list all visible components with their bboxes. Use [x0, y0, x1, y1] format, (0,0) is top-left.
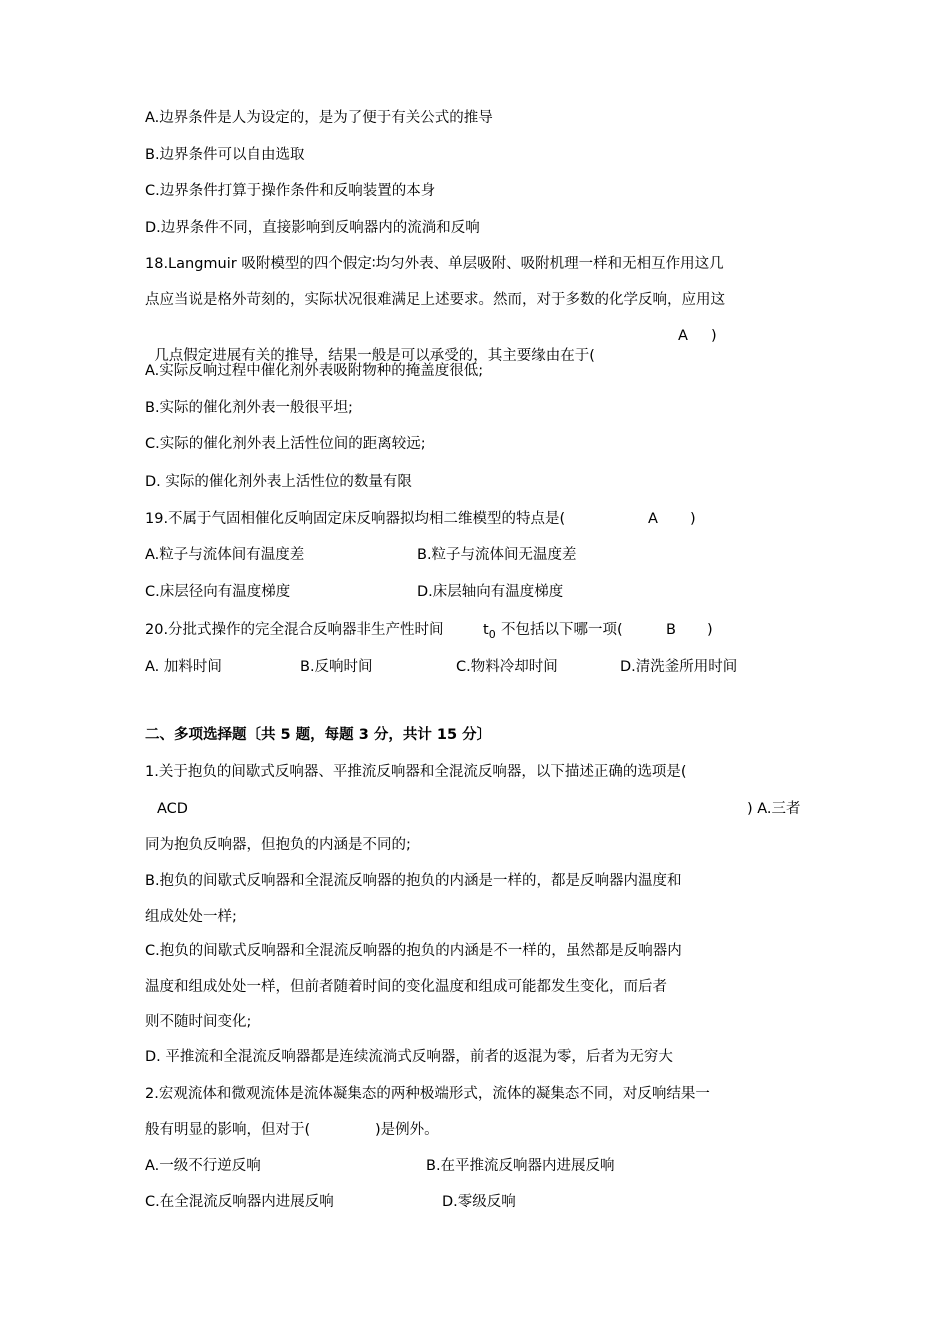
q20-option-c: C.物料冷却时间 [456, 659, 558, 675]
q18-stem-text: 几点假定进展有关的推导，结果一般是可以承受的，其主要缘由在于( [154, 348, 595, 364]
q19-answer: A [648, 511, 658, 527]
q18-option-d: D. 实际的催化剂外表上活性位的数量有限 [145, 474, 412, 490]
q18-stem-line1: 18.Langmuir 吸附模型的四个假定∶均匀外表、单层吸附、吸附机理一样和无相互作用这几 [145, 256, 724, 272]
q18-stem-line2: 点应当说是格外苛刻的，实际状况很难满足上述要求。然而，对于多数的化学反响，应用这 [145, 292, 725, 308]
q20-close-paren: ) [707, 622, 713, 638]
q20-option-b: B.反响时间 [300, 659, 373, 675]
q18-option-c: C.实际的催化剂外表上活性位间的距离较远; [145, 436, 426, 452]
q20-symbol-t [483, 620, 496, 645]
q17-option-b: B.边界条件可以自由选取 [145, 147, 305, 163]
m1-stem: 1.关于抱负的间歇式反响器、平推流反响器和全混流反响器，以下描述正确的选项是( [145, 764, 687, 780]
q18-option-b: B.实际的催化剂外表一般很平坦; [145, 400, 353, 416]
m2-option-b: B.在平推流反响器内进展反响 [426, 1158, 615, 1174]
q19-stem: 19.不属于气固相催化反响固定床反响器拟均相二维模型的特点是( [145, 511, 566, 527]
m1-option-c-line3: 则不随时间变化; [145, 1014, 252, 1030]
m1-option-b-line2: 组成处处一样; [145, 909, 237, 925]
q19-option-d: D.床层轴向有温度梯度 [417, 584, 564, 600]
q17-option-d: D.边界条件不同，直接影响到反响器内的流淌和反响 [145, 220, 480, 236]
q20-t: t [483, 622, 489, 638]
q17-option-a: A.边界条件是人为设定的，是为了便于有关公式的推导 [145, 110, 493, 126]
m1-answer: ACD [157, 801, 188, 817]
section-2-title: 二、多项选择题〔共 5 题，每题 3 分，共计 15 分〕 [145, 727, 492, 743]
m2-stem-line2: 般有明显的影响，但对于( [145, 1122, 311, 1138]
m1-option-d: D. 平推流和全混流反响器都是连续流淌式反响器，前者的返混为零，后者为无穷大 [145, 1049, 673, 1065]
q17-option-c: C.边界条件打算于操作条件和反响装置的本身 [145, 183, 436, 199]
q19-option-c: C.床层径向有温度梯度 [145, 584, 291, 600]
q20-option-d: D.清洗釜所用时间 [620, 659, 738, 675]
m2-stem-line1: 2.宏观流体和微观流体是流体凝集态的两种极端形式，流体的凝集态不同，对反响结果一 [145, 1086, 710, 1102]
q18-close-paren: ) [711, 328, 717, 344]
m1-option-c-line1: C.抱负的间歇式反响器和全混流反响器的抱负的内涵是不一样的，虽然都是反响器内 [145, 943, 682, 959]
m2-option-c: C.在全混流反响器内进展反响 [145, 1194, 334, 1210]
q20-stem: 20.分批式操作的完全混合反响器非生产性时间 [145, 622, 444, 638]
q19-option-b: B.粒子与流体间无温度差 [417, 547, 577, 563]
q18-option-a: A.实际反响过程中催化剂外表吸附物种的掩盖度很低; [145, 363, 484, 379]
m2-stem-line2-end: )是例外。 [375, 1122, 439, 1138]
m1-option-c-line2: 温度和组成处处一样，但前者随着时间的变化温度和组成可能都发生变化，而后者 [145, 979, 667, 995]
q20-stem-2: 不包括以下哪一项( [501, 622, 623, 638]
m2-option-a: A.一级不行逆反响 [145, 1158, 261, 1174]
m1-option-a-start: ) A.三者 [747, 801, 801, 817]
m2-option-d: D.零级反响 [442, 1194, 516, 1210]
q19-close-paren: ) [690, 511, 696, 527]
q20-t-subscript: 0 [488, 628, 496, 641]
q20-answer: B [666, 622, 676, 638]
q20-option-a: A. 加料时间 [145, 659, 222, 675]
m1-option-a-cont: 同为抱负反响器，但抱负的内涵是不同的; [145, 837, 411, 853]
q19-option-a: A.粒子与流体间有温度差 [145, 547, 305, 563]
q18-stem-line3 [145, 326, 595, 366]
m1-option-b-line1: B.抱负的间歇式反响器和全混流反响器的抱负的内涵是一样的，都是反响器内温度和 [145, 873, 682, 889]
q18-answer: A [678, 328, 688, 344]
